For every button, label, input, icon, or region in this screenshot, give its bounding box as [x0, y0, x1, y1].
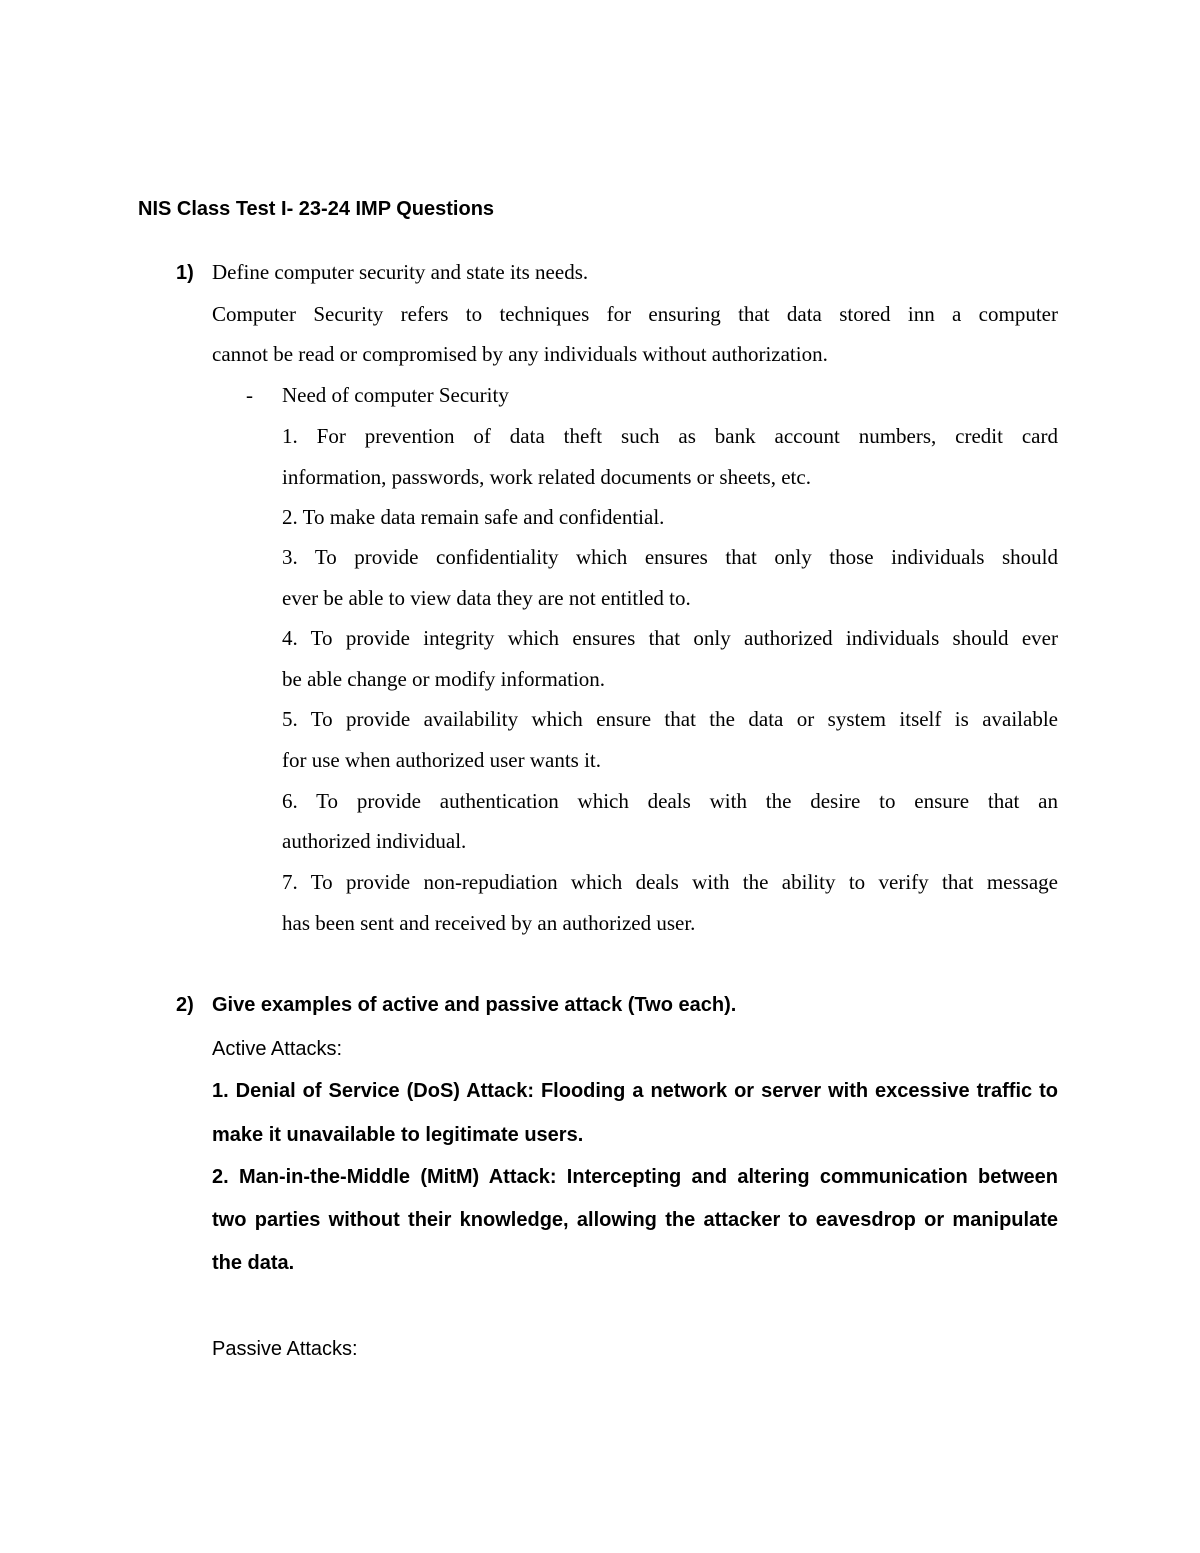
- need-point-6-line-2: authorized individual.: [282, 829, 467, 853]
- passive-attacks-heading: Passive Attacks:: [212, 1338, 358, 1360]
- need-point-5-line-2: for use when authorized user wants it.: [282, 748, 601, 772]
- active-attack-2-line-2: two parties without their knowledge, allowing the attacker to eavesdrop or manipulate: [212, 1209, 1058, 1231]
- need-point-3-line-1: 3. To provide confidentiality which ensures that only those individuals should: [282, 545, 1058, 569]
- answer-1-line-2: cannot be read or compromised by any individuals without authorization.: [212, 342, 828, 366]
- question-1-number: 1): [176, 262, 194, 284]
- question-1-text: Define computer security and state its needs.: [212, 260, 589, 284]
- need-point-3-line-2: ever be able to view data they are not entitled to.: [282, 586, 691, 610]
- need-point-6-line-1: 6. To provide authentication which deals with the desire to ensure that an: [282, 789, 1058, 813]
- active-attack-1-line-1: 1. Denial of Service (DoS) Attack: Flooding a network or server with excessive traffic to: [212, 1080, 1058, 1102]
- need-point-4-line-2: be able change or modify information.: [282, 667, 606, 691]
- document-title: NIS Class Test I- 23-24 IMP Questions: [138, 198, 495, 220]
- answer-1-line-1: Computer Security refers to techniques for ensuring that data stored inn a computer: [212, 302, 1058, 326]
- need-point-5-line-1: 5. To provide availability which ensure that the data or system itself is available: [282, 707, 1058, 731]
- need-point-2: 2. To make data remain safe and confidential.: [282, 505, 665, 529]
- need-point-1-line-1: 1. For prevention of data theft such as bank account numbers, credit card: [282, 424, 1058, 448]
- active-attack-2-line-3: the data.: [212, 1252, 295, 1274]
- need-point-1-line-2: information, passwords, work related documents or sheets, etc.: [282, 465, 811, 489]
- question-2-text: Give examples of active and passive attack (Two each).: [212, 994, 737, 1016]
- question-2-number: 2): [176, 994, 194, 1016]
- active-attacks-heading: Active Attacks:: [212, 1038, 343, 1060]
- bullet-dash: -: [246, 383, 253, 407]
- need-point-4-line-1: 4. To provide integrity which ensures that only authorized individuals should ever: [282, 626, 1058, 650]
- need-point-7-line-1: 7. To provide non-repudiation which deals with the ability to verify that message: [282, 870, 1058, 894]
- active-attack-2-line-1: 2. Man-in-the-Middle (MitM) Attack: Intercepting and altering communication between: [212, 1166, 1058, 1188]
- need-heading: Need of computer Security: [282, 383, 509, 407]
- active-attack-1-line-2: make it unavailable to legitimate users.: [212, 1124, 584, 1146]
- need-point-7-line-2: has been sent and received by an authorized user.: [282, 911, 696, 935]
